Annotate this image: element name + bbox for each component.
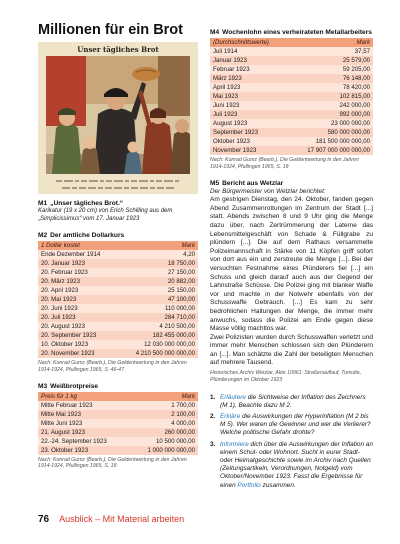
m2-title: Der amtliche Dollarkurs	[50, 232, 125, 239]
task-list	[210, 394, 373, 490]
m4-section	[210, 28, 373, 171]
table-cell-date: 20. Februar 1923	[41, 269, 88, 276]
table-header-row	[38, 392, 198, 401]
table-header-unit: Mark	[181, 242, 195, 249]
table-cell-date: Juni 1923	[213, 102, 240, 109]
m5-source: Historisches Archiv Wetzlar, Akte 10961: Straßenauflauf, Tumulte, Plünderungen im Oktober 1923	[210, 370, 362, 383]
m1-caption	[38, 199, 198, 223]
task-keyword: Erläutere	[220, 393, 246, 401]
table-cell-value: 284 710,00	[164, 314, 195, 321]
table-cell-date: August 1923	[213, 120, 248, 127]
m2-heading	[38, 231, 198, 240]
task-instruction: die Auswirkungen der Hyperinflation (M 2 bis M 5). Wer waren die Gewinner und wer die Verlierer? Welche politische Gefahr drohte?	[220, 413, 371, 437]
table-header-unit: Mark	[181, 392, 195, 400]
table-row	[210, 128, 373, 137]
m1-caption-text: Karikatur (19 x 20 cm) von Erich Schilling aus dem „Simplicissimus“ vom 17. Januar 1923	[38, 208, 173, 222]
table-cell-date: 22.-24. September 1923	[41, 437, 107, 445]
right-column	[210, 28, 373, 493]
m5-title: Bericht aus Wetzlar	[222, 179, 284, 187]
table-cell-date: Ende Dezember 1914	[41, 251, 101, 258]
m3-section	[38, 382, 198, 471]
task-item	[210, 413, 373, 438]
table-row	[210, 146, 373, 155]
table-cell-value: 78 420,00	[342, 84, 370, 91]
table-row	[38, 349, 198, 358]
m3-label: M3	[38, 382, 48, 390]
table-row	[38, 304, 198, 313]
table-row	[38, 259, 198, 268]
spacer	[38, 374, 198, 382]
table-cell-date: 20. Mai 1923	[41, 296, 77, 303]
spacer	[38, 223, 198, 231]
m1-label: M1	[38, 200, 48, 207]
table-cell-value: 102 815,00	[339, 93, 370, 100]
table-cell-value: 23 000 000,00	[331, 120, 370, 127]
task-item	[210, 441, 373, 490]
image-title: Unser tägliches Brot	[77, 45, 159, 54]
table-cell-value: 992 000,00	[339, 111, 370, 118]
table-cell-value: 1 700,00	[171, 401, 195, 409]
m2-source: Nach: Konrad Gumz (Bearb.), Die Geldentwertung in den Jahren 1914-1924, Pfullingen 1965, S. 46-47	[38, 360, 187, 373]
table-row	[38, 401, 198, 410]
table-row	[38, 277, 198, 286]
table-cell-value: 12 030 000 000,00	[144, 341, 195, 348]
section-title: Ausblick – Mit Material arbeiten	[59, 514, 185, 524]
m1-caption-title: „Unser tägliches Brot.“	[50, 200, 124, 207]
table-cell-date: September 1923	[213, 129, 259, 136]
table-header-label: (Durchschnittswerte)	[213, 39, 269, 46]
table-cell-date: 20. März 1923	[41, 278, 80, 285]
table-cell-date: November 1923	[213, 147, 257, 154]
table-cell-value: 110 000,00	[164, 305, 195, 312]
table-row	[210, 47, 373, 56]
table-cell-date: Mitte Juni 1923	[41, 419, 83, 427]
bread-price-table	[38, 392, 198, 455]
m3-source: Nach: Konrad Gumz (Bearb.), Die Geldentwertung in den Jahren 1914-1924, Pfullingen 1965, S. 18	[38, 456, 187, 470]
table-cell-date: Juli 1914	[213, 48, 238, 55]
table-cell-value: 18 750,00	[167, 260, 195, 267]
task-instruction: die Sichtweise der Inflation des Zeichners (M 1). Beachte dazu M 2.	[220, 393, 366, 409]
m5-paragraph: Am gestrigen Dienstag, den 24. Oktober, fanden gegen Abend Zusammenrottungen im Zentrum der Stadt [...] statt. Abends zwischen 8 und 9 Uhr ging die Menge dazu über, nach Zertrümmerung der Laterne das Lebensmittelgeschäft von Schade & Füllgrabe zu plündern [...]. Die auf dem Rathaus versammelte Polizeimannschaft in Stärke von 11 Köpfen griff sofort von dort aus ein und zerstreute die Menge [...]. Bei der versuchten Festnahme eines Plünderers fiel [...] ein Schuss und gleich darauf auch aus der Gegend der Lahnstraße Schüsse. Die Polizei ging mit blanker Waffe vor und machte in der Notwehr ebenfalls von der Schusswaffe Gebrauch. [...] Es kam zu sehr bedrohlichen Haltungen der Menge, die immer mehr anwuchs, sodass die Polizei am Ende gegen diese Masse völlig machtlos war.	[210, 196, 373, 333]
task-instruction: zusammen.	[260, 481, 296, 489]
table-header-unit: Mark	[356, 39, 370, 46]
table-row	[38, 340, 198, 349]
table-row	[38, 428, 198, 437]
bread-loaf	[132, 67, 160, 81]
table-row	[210, 83, 373, 92]
table-cell-value: 37,57	[354, 48, 370, 55]
table-cell-date: 20. November 1923	[41, 350, 95, 357]
table-row	[210, 110, 373, 119]
table-row	[210, 137, 373, 146]
table-cell-value: 4,20	[183, 251, 195, 258]
task-keyword: Informiere	[220, 440, 249, 448]
m3-heading	[38, 382, 198, 391]
table-row	[210, 101, 373, 110]
table-cell-value: 76 148,00	[342, 75, 370, 82]
task-number: 2.	[210, 413, 216, 421]
m4-title: Wochenlohn eines verheirateten Metallarbeiters	[222, 29, 372, 36]
table-cell-date: 20. Juli 1923	[41, 314, 76, 321]
task-keyword: Erkläre	[220, 413, 241, 421]
table-cell-value: 182 455 000,00	[152, 332, 195, 339]
table-row	[38, 295, 198, 304]
table-cell-value: 47 100,00	[167, 296, 195, 303]
m2-label: M2	[38, 232, 48, 239]
task-text	[220, 413, 373, 438]
table-cell-date: 20. Januar 1923	[41, 260, 86, 267]
m5-subtitle: Der Bürgermeister von Wetzlar berichtet:	[210, 187, 326, 195]
table-cell-value: 4 210 500,00	[159, 323, 195, 330]
weekly-wage-table	[210, 38, 373, 155]
table-row	[210, 92, 373, 101]
task-keyword: Portfolio	[237, 481, 261, 489]
table-cell-value: 10 500 000,00	[156, 437, 195, 445]
task-number: 3.	[210, 440, 216, 448]
table-cell-value: 242 000,00	[339, 102, 370, 109]
table-cell-value: 59 205,00	[342, 66, 370, 73]
table-cell-date: Oktober 1923	[213, 138, 250, 145]
dollar-rate-table	[38, 241, 198, 358]
task-text	[220, 441, 373, 490]
table-cell-value: 25 579,00	[342, 57, 370, 64]
caricature-image	[38, 42, 198, 194]
table-row	[38, 286, 198, 295]
page-title: Millionen für ein Brot	[38, 22, 183, 38]
table-cell-date: 21. August 1923	[41, 428, 86, 436]
table-row	[210, 119, 373, 128]
table-cell-value: 20 882,00	[167, 278, 195, 285]
table-cell-value: 25 150,00	[167, 287, 195, 294]
m2-section	[38, 231, 198, 374]
table-row	[210, 65, 373, 74]
table-row	[38, 437, 198, 446]
table-cell-date: Februar 1923	[213, 66, 250, 73]
spacer	[210, 171, 373, 179]
table-cell-value: 17 907 000 000 000,00	[307, 147, 370, 154]
table-cell-date: Mai 1923	[213, 93, 239, 100]
table-row	[210, 74, 373, 83]
m3-title: Weißbrotpreise	[50, 382, 99, 390]
table-cell-date: Januar 1923	[213, 57, 247, 64]
m5-heading	[210, 179, 373, 188]
m5-label: M5	[210, 179, 220, 187]
table-cell-date: Mitte Mai 1923	[41, 410, 81, 418]
table-row	[38, 322, 198, 331]
table-cell-value: 2 100,00	[171, 410, 195, 418]
table-cell-value: 580 000 000,00	[327, 129, 370, 136]
m4-source: Nach: Konrad Gumz (Bearb.), Die Geldentwertung in den Jahren 1914-1924, Pfullingen 1965, S. 18	[210, 157, 359, 170]
table-row	[38, 313, 198, 322]
left-column	[38, 22, 198, 470]
table-row	[38, 446, 198, 455]
m4-heading	[210, 28, 373, 37]
task-item	[210, 394, 373, 410]
table-cell-date: 20. September 1923	[41, 332, 97, 339]
table-header-row	[38, 241, 198, 250]
table-cell-date: Mitte Februar 1923	[41, 401, 93, 409]
table-cell-value: 181 500 000 000,00	[315, 138, 370, 145]
page-footer	[38, 514, 184, 525]
table-row	[38, 331, 198, 340]
table-cell-value: 4 210 500 000 000,00	[135, 350, 195, 357]
page-number: 76	[38, 514, 50, 525]
table-cell-date: 20. August 1923	[41, 323, 86, 330]
table-cell-date: März 1923	[213, 75, 242, 82]
table-row	[38, 410, 198, 419]
table-row	[38, 268, 198, 277]
table-header-row	[210, 38, 373, 47]
table-cell-value: 27 150,00	[167, 269, 195, 276]
m1-heading	[38, 199, 198, 208]
task-text	[220, 394, 373, 410]
task-number: 1.	[210, 393, 216, 401]
table-cell-value: 1 000 000 000,00	[147, 446, 195, 454]
table-cell-date: April 1923	[213, 84, 241, 91]
m4-label: M4	[210, 29, 220, 36]
table-cell-value: 4 000,00	[171, 419, 195, 427]
table-cell-date: 20. Juni 1923	[41, 305, 78, 312]
table-cell-date: 23. Oktober 1923	[41, 446, 89, 454]
table-header-label: 1 Dollar kostet	[41, 242, 80, 249]
task-instruction: dich über die Auswirkungen der Inflation an einem Schul- oder Wohnort. Sucht in eurer Stadt- oder Heimatgeschichte sowie im Archiv nach Quellen (Zeitungsartikeln, Verordnungen, Notgeld) vom Oktober/November 1923. Fasst die Ergebnisse für einen	[220, 440, 373, 489]
table-cell-date: 20. April 1923	[41, 287, 79, 294]
table-row	[38, 250, 198, 259]
table-cell-value: 260 000,00	[164, 428, 195, 436]
table-row	[38, 419, 198, 428]
table-row	[210, 56, 373, 65]
table-cell-date: Juli 1923	[213, 111, 238, 118]
m5-paragraph: Zwei Polizisten wurden durch Schusswaffen verletzt und immer mehr Menschen schlossen sich den Plünderern an [...]. Man schätzte die Zahl der beteiligten Menschen auf mehrere Tausend.	[210, 333, 373, 367]
m5-section	[210, 179, 373, 384]
table-cell-date: 10. Oktober 1923	[41, 341, 89, 348]
table-header-label: Preis für 1 kg	[41, 392, 77, 400]
